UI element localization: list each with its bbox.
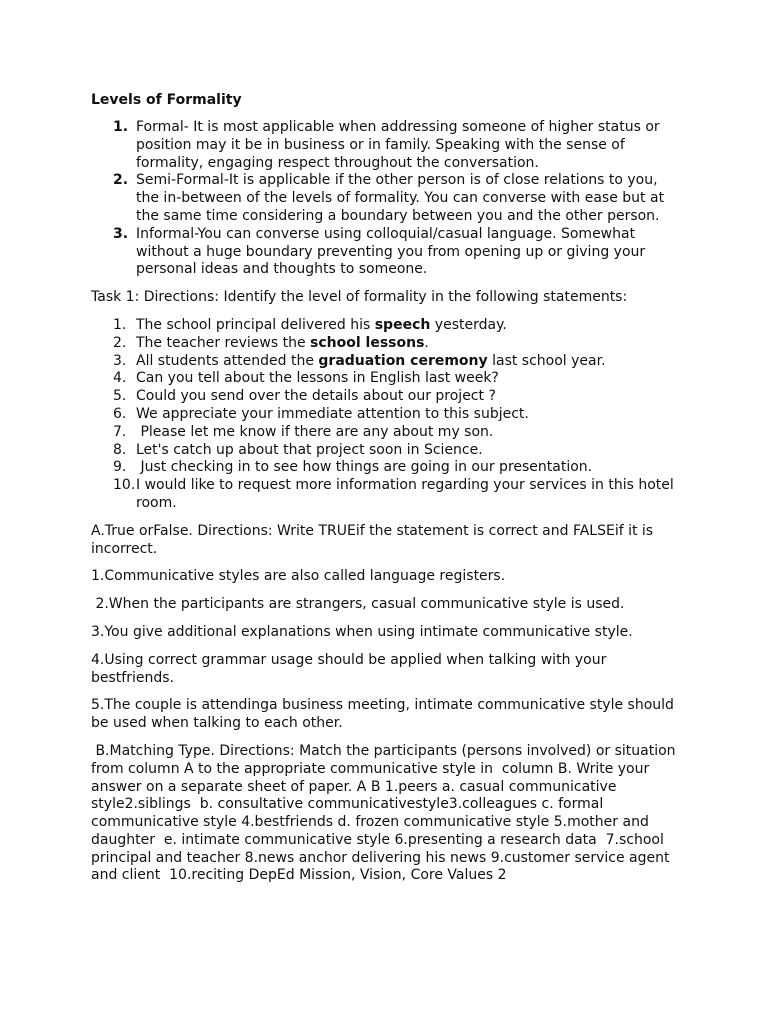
task1-item: 4. Can you tell about the lessons in English last week? [113, 370, 499, 387]
true-false-item: 5.The couple is attendinga business meeting, intimate communicative style should be used when talking to each other. [91, 697, 674, 732]
task1-item: 6. We appreciate your immediate attention to this subject. [113, 405, 529, 422]
list-number: 10. [113, 477, 136, 494]
formality-levels-list [91, 119, 679, 279]
formality-level-item [91, 119, 679, 172]
list-number: 8. [113, 441, 127, 458]
task1-item: 7. Please let me know if there are any about my son. [113, 423, 494, 440]
list-number: 1. [113, 119, 129, 135]
section-a-directions: A.True orFalse. Directions: Write TRUEif the statement is correct and FALSEif it is incorrect. [91, 522, 654, 557]
document-content [91, 91, 679, 895]
list-number: 7. [113, 423, 127, 440]
list-text: Informal-You can converse using colloquial/casual language. Somewhat without a huge boundary preventing you from opening up or giving your personal ideas and thoughts to someone. [136, 225, 646, 278]
list-number: 4. [113, 370, 127, 387]
task1-item: 2. The teacher reviews the school lessons. [113, 334, 429, 351]
list-number: 1. [113, 316, 127, 333]
list-text: Formal- It is most applicable when addressing someone of higher status or position may it be in business or in family. Speaking with the sense of formality, engaging respect throughout the conversation. [136, 119, 660, 171]
true-false-item: 1.Communicative styles are also called language registers. [91, 568, 506, 585]
list-number: 2. [113, 172, 129, 189]
list-number: 3. [113, 225, 129, 242]
list-number: 9. [113, 459, 127, 476]
list-number: 6. [113, 405, 127, 422]
task1-item: 3. All students attended the graduation ceremony last school year. [113, 352, 606, 369]
emphasis: speech [374, 316, 431, 333]
task1-item: 5. Could you send over the details about our project ? [113, 388, 496, 405]
true-false-item: 4.Using correct grammar usage should be applied when talking with your bestfriends. [91, 651, 607, 686]
task1-directions: Task 1: Directions: Identify the level of formality in the following statements: [91, 289, 628, 306]
formality-level-item [91, 226, 679, 279]
list-number: 2. [113, 334, 127, 351]
list-number: 5. [113, 388, 127, 405]
task1-item: 8. Let's catch up about that project soon in Science. [113, 441, 483, 458]
true-false-item: 2.When the participants are strangers, casual communicative style is used. [91, 596, 625, 613]
emphasis: graduation ceremony [318, 352, 488, 369]
list-text: Semi-Formal-It is applicable if the other person is of close relations to you, the in-between of the levels of formality. You can converse with ease but at the same time considering a boundary between you and the other person. [136, 172, 665, 224]
task1-item: 1. The school principal delivered his speech yesterday. [113, 316, 507, 333]
emphasis: school lessons [310, 334, 425, 351]
section-b-matching: B.Matching Type. Directions: Match the participants (persons involved) or situation from column A to the appropriate communicative style in column B. Write your answer on a separate sheet of paper. A B 1.peers a. casual communicative style2.siblings b. consultative communicativestyle3.colleagues c. formal communicative style 4.bestfriends d. frozen communicative style 5.mother and daughter e. intimate communicative style 6.presenting a research data 7.school principal and teacher 8.news anchor delivering his news 9.customer service agent and client 10.reciting DepEd Mission, Vision, Core Values 2 [91, 742, 681, 884]
page-title: Levels of Formality [91, 92, 242, 108]
task1-list [91, 317, 679, 513]
list-number: 3. [113, 352, 127, 369]
task1-item: 10. I would like to request more information regarding your services in this hotel room. [113, 477, 674, 511]
task1-item: 9. Just checking in to see how things are going in our presentation. [113, 459, 593, 476]
formality-level-item [91, 172, 679, 225]
true-false-item: 3.You give additional explanations when using intimate communicative style. [91, 623, 633, 640]
